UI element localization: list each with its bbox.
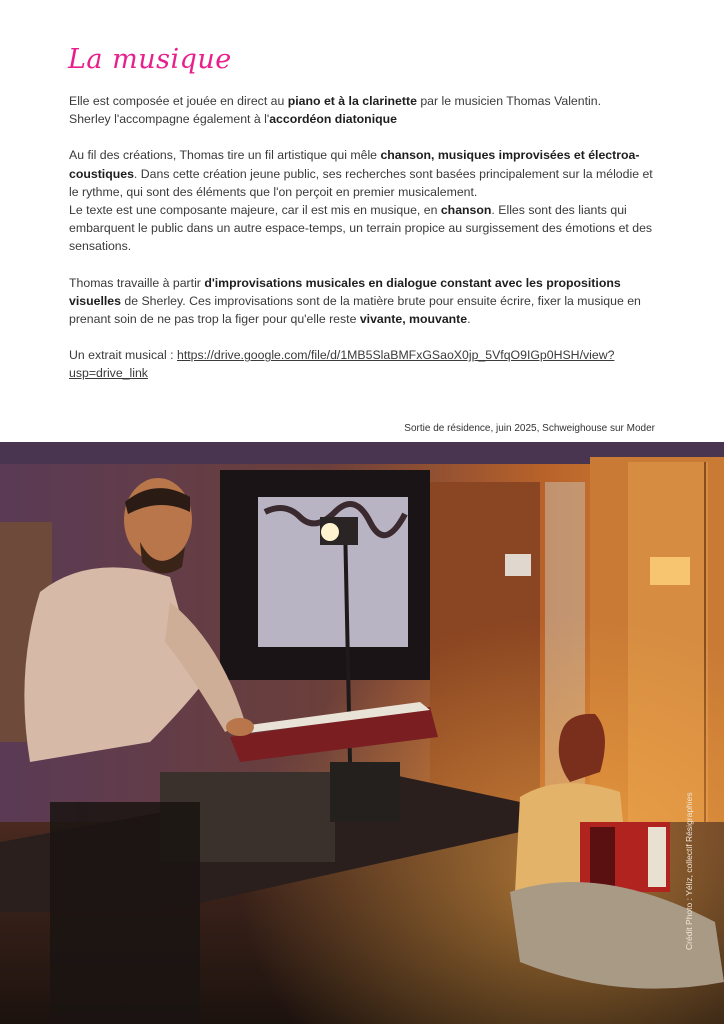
text-span: par le musicien Thomas Valentin. (416, 94, 602, 108)
text-span: Sherley l'accompagne également à l' (69, 112, 270, 127)
photo-credit: Crédit Photo : Yéliz, collectif Résigraphies (684, 792, 694, 950)
paragraph-excerpt (69, 346, 659, 382)
performance-photo (0, 442, 724, 1024)
bold-text: chanson (440, 203, 492, 218)
bold-text: piano et à la clarinette (287, 94, 417, 108)
photo-caption: Sortie de résidence, juin 2025, Schweighouse sur Moder (404, 423, 655, 434)
paragraph-instruments (69, 92, 659, 128)
text-span: . (467, 312, 471, 327)
excerpt-label: Un extrait musical : (69, 348, 177, 363)
text-span: Le texte est une composante majeure, car il est mis en musique, en (69, 203, 441, 218)
paragraph-improvisations (69, 274, 659, 329)
bold-text: vivante, mouvante (359, 312, 468, 327)
text-span: Elle est composée et jouée en direct au (69, 94, 288, 108)
paragraph-creations (69, 146, 659, 255)
body-text (69, 92, 659, 401)
bold-text: accordéon diatonique (269, 112, 397, 127)
page-title: La musique (68, 44, 232, 75)
text-span: Au fil des créations, Thomas tire un fil artistique qui mêle (69, 148, 381, 163)
music-excerpt-link[interactable]: https://drive.google.com/file/d/1MB5SlaBMFxGSaoX0jp_5VfqO9IGp0HSH/view?usp=drive_link (69, 348, 615, 381)
text-span: . Dans cette création jeune public, ses recherches sont basées principalement sur la mélodie et le rythme, qui sont des éléments que l'on perçoit en premier musicalement. (69, 166, 653, 199)
bold-text: chanson, musiques improvisées et électroacoustiques (69, 148, 640, 181)
text-span: . Elles sont des liants qui embarquent le public dans un autre espace-temps, un terrain propice au surgissement des émotions et des sensations. (69, 203, 653, 254)
bold-text: d'improvisations musicales en dialogue constant avec les propositions visuelles (69, 275, 621, 308)
text-span: de Sherley. Ces improvisations sont de la matière brute pour ensuite écrire, fixer la musique en prenant soin de ne pas trop la figer pour qu'elle reste (69, 293, 641, 327)
text-span: Thomas travaille à partir (69, 275, 205, 290)
